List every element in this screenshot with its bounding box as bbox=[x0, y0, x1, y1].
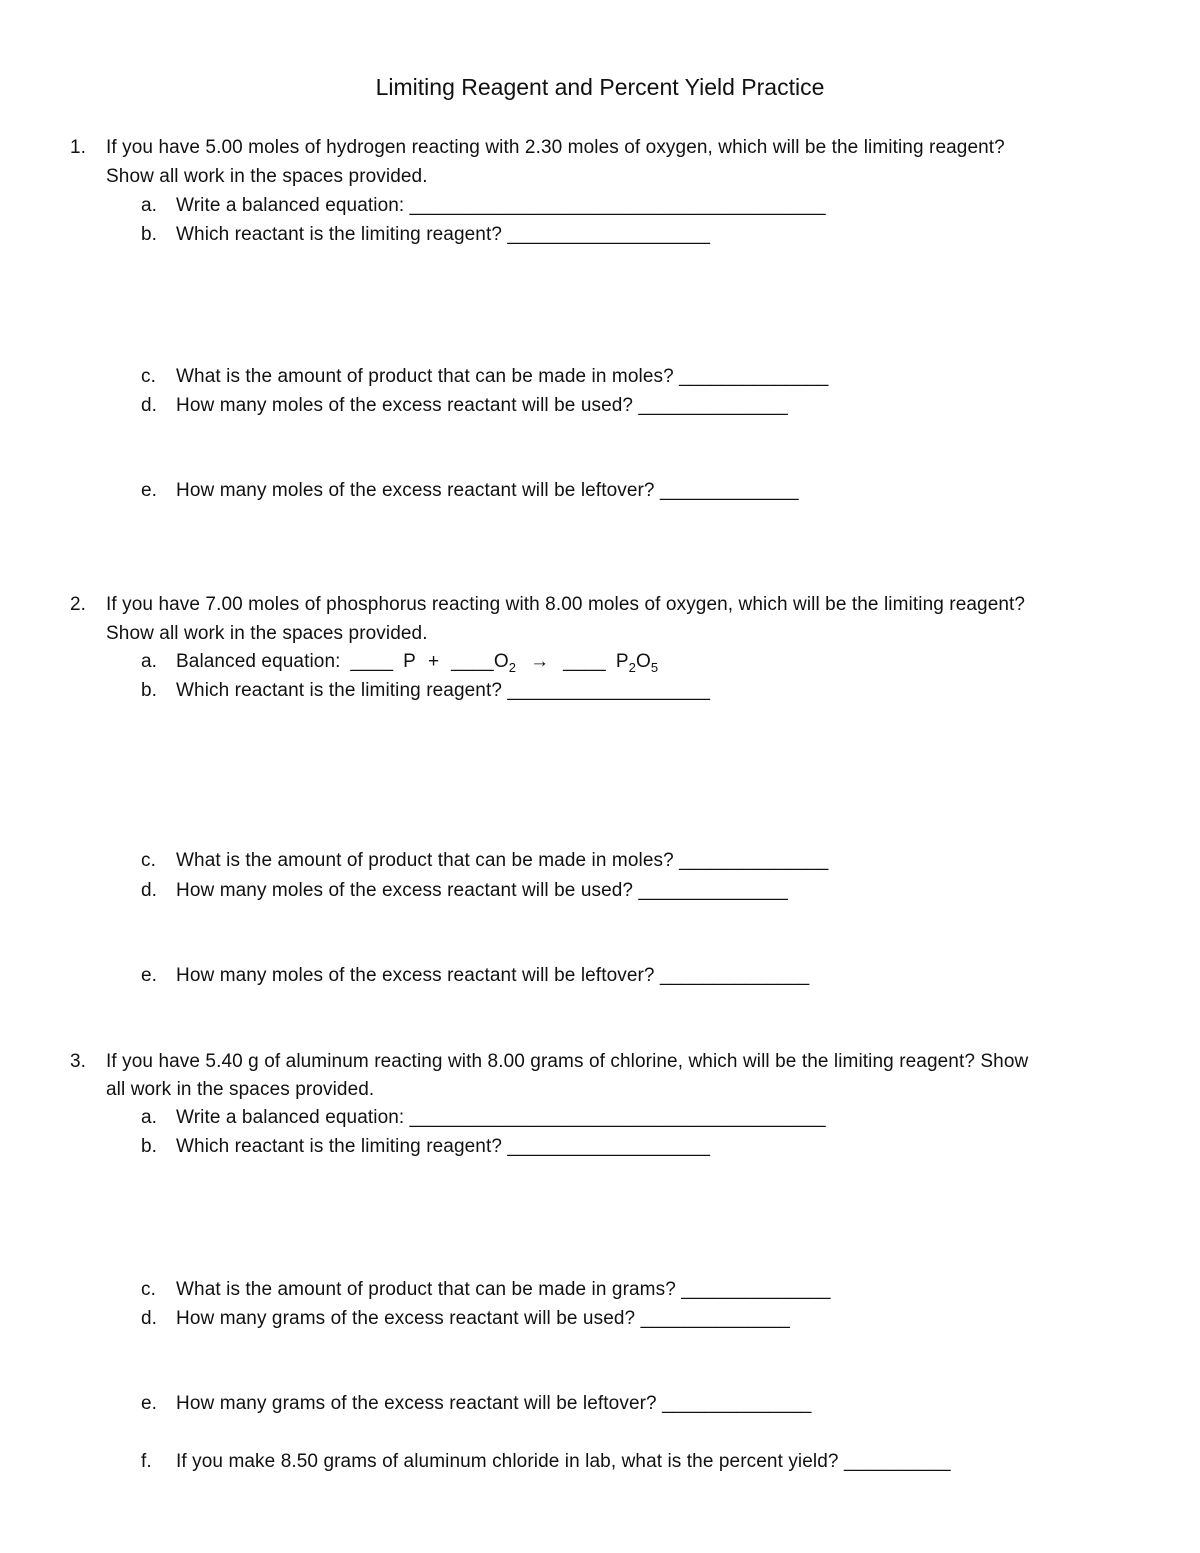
part-label: a. bbox=[141, 651, 158, 672]
equation-prefix: Balanced equation: bbox=[176, 651, 341, 672]
question-text-line2: Show all work in the spaces provided. bbox=[106, 166, 428, 187]
part-e-text: How many grams of the excess reactant will be leftover? ______________ bbox=[176, 1393, 812, 1414]
part-c-text: What is the amount of product that can be made in moles? ______________ bbox=[176, 366, 829, 387]
page-title: Limiting Reagent and Percent Yield Practice bbox=[375, 74, 825, 100]
part-a-text: Write a balanced equation: _______________________________________ bbox=[176, 195, 826, 216]
balanced-equation bbox=[176, 650, 658, 674]
part-label: c. bbox=[141, 366, 156, 387]
part-d-text: How many moles of the excess reactant will be used? ______________ bbox=[176, 395, 788, 416]
part-c-text: What is the amount of product that can be made in grams? ______________ bbox=[176, 1279, 831, 1300]
question-text-line1: If you have 7.00 moles of phosphorus reacting with 8.00 moles of oxygen, which will be the limiting reagent? bbox=[106, 594, 1026, 615]
coefficient-blank: ____ bbox=[350, 651, 394, 672]
part-b-text: Which reactant is the limiting reagent? ___________________ bbox=[176, 224, 711, 245]
part-label: e. bbox=[141, 965, 158, 986]
part-b-text: Which reactant is the limiting reagent? ___________________ bbox=[176, 680, 711, 701]
question-text-line2: all work in the spaces provided. bbox=[106, 1079, 375, 1100]
part-label: c. bbox=[141, 1279, 156, 1300]
question-text-line1: If you have 5.40 g of aluminum reacting with 8.00 grams of chlorine, which will be the limiting reagent? Show bbox=[106, 1051, 1029, 1072]
coefficient-blank: ____ bbox=[563, 651, 606, 672]
part-b-text: Which reactant is the limiting reagent? ___________________ bbox=[176, 1136, 711, 1157]
question-number: 1. bbox=[70, 137, 87, 158]
part-label: a. bbox=[141, 195, 158, 216]
part-label: b. bbox=[141, 680, 158, 701]
question-number: 3. bbox=[70, 1051, 87, 1072]
part-label: f. bbox=[141, 1451, 152, 1472]
part-label: e. bbox=[141, 1393, 158, 1414]
reactant-phosphorus: P bbox=[403, 651, 416, 672]
coefficient-blank: ____ bbox=[451, 651, 494, 672]
part-label: a. bbox=[141, 1107, 158, 1128]
part-d-text: How many moles of the excess reactant will be used? ______________ bbox=[176, 880, 788, 901]
part-label: b. bbox=[141, 1136, 158, 1157]
reactant-oxygen: $O_2$ bbox=[493, 651, 517, 675]
question-text-line2: Show all work in the spaces provided. bbox=[106, 623, 428, 644]
part-label: d. bbox=[141, 1308, 158, 1329]
part-a-text: Write a balanced equation: _______________________________________ bbox=[176, 1107, 826, 1128]
part-d-text: How many grams of the excess reactant will be used? ______________ bbox=[176, 1308, 790, 1329]
part-label: d. bbox=[141, 395, 158, 416]
part-label: c. bbox=[141, 850, 156, 871]
part-e-text: How many moles of the excess reactant will be leftover? ______________ bbox=[176, 965, 810, 986]
part-c-text: What is the amount of product that can be made in moles? ______________ bbox=[176, 850, 829, 871]
plus-sign: + bbox=[427, 651, 440, 672]
part-label: d. bbox=[141, 880, 158, 901]
question-number: 2. bbox=[70, 594, 87, 615]
question-text-line1: If you have 5.00 moles of hydrogen reacting with 2.30 moles of oxygen, which will be the limiting reagent? bbox=[106, 137, 1005, 158]
part-f-text: If you make 8.50 grams of aluminum chloride in lab, what is the percent yield? __________ bbox=[176, 1451, 951, 1472]
part-e-text: How many moles of the excess reactant will be leftover? _____________ bbox=[176, 480, 799, 501]
part-label: b. bbox=[141, 224, 158, 245]
reaction-arrow: → bbox=[530, 651, 550, 672]
part-label: e. bbox=[141, 480, 158, 501]
product-formula: $P_2O_5$ bbox=[615, 651, 659, 675]
